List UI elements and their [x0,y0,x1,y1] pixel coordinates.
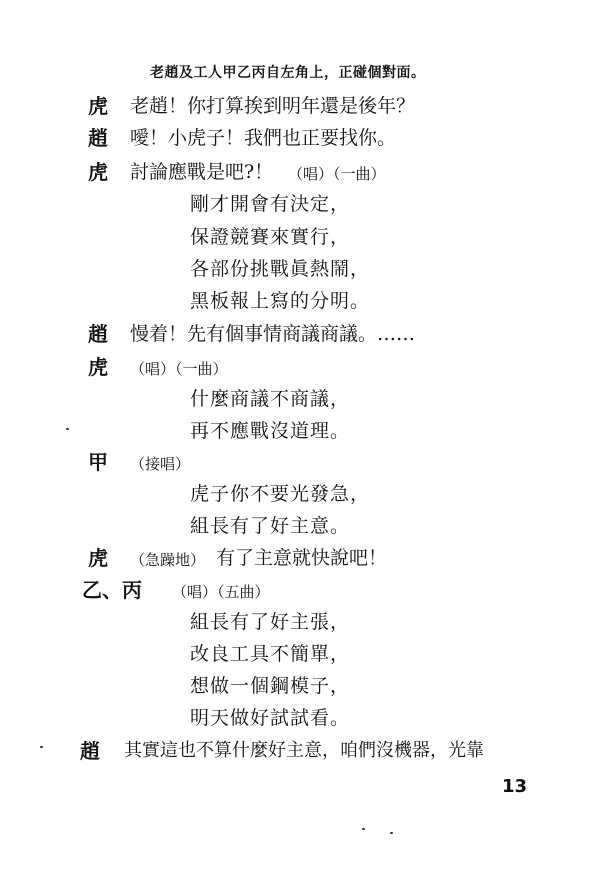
scan-speck [390,832,393,834]
verse-line: 再不應戰沒道理。 [190,420,351,442]
speaker: 乙、丙 [82,578,142,602]
verse-line: 剛才開會有決定， [190,193,351,215]
scan-speck [40,746,43,748]
verse-line: 組長有了好主張， [190,611,351,633]
page-number: 13 [502,776,528,797]
dialogue-text: 老趙！你打算挨到明年還是後年？ [130,95,416,117]
dialogue-text: 慢着！先有個事情商議商議。…… [130,323,416,345]
verse-line: 想做一個鋼模子， [190,675,351,697]
verse-line: 虎子你不要光發急， [190,483,371,505]
dialogue-text: 其實這也不算什麼好主意，咱們沒機器，光靠 [124,740,484,761]
speaker: 趙 [88,126,108,150]
dialogue-text: 有了主意就快說吧！ [216,547,388,569]
speaker: 虎 [88,94,108,118]
verse-line: 各部份挑戰眞熱鬧， [190,258,371,280]
verse-line: 什麼商議不商議， [190,388,351,410]
speaker: 甲 [88,450,108,474]
stage-direction: 老趙及工人甲乙丙自左角上，正碰個對面。 [150,65,426,81]
speaker: 趙 [80,739,100,763]
scan-speck [66,428,69,430]
scan-speck [362,828,365,830]
dialogue-text: 噯！小虎子！我們也正要找你。 [130,127,397,149]
stage-direction-inline: （唱）（一曲） [288,165,386,183]
speaker: 虎 [88,546,108,570]
verse-line: 保證競賽來實行， [190,226,351,248]
speaker: 虎 [88,355,108,379]
verse-line: 黑板報上寫的分明。 [190,290,371,312]
verse-line: 改良工具不簡單， [190,643,351,665]
stage-direction-inline: （唱）（一曲） [130,360,228,378]
stage-direction-inline: （唱）（五曲） [172,583,270,601]
speaker: 虎 [88,160,108,184]
verse-line: 組長有了好主意。 [190,515,351,537]
stage-direction-inline: （接唱） [130,455,191,473]
stage-direction-inline: （急躁地） [130,551,206,569]
speaker: 趙 [88,322,108,346]
verse-line: 明天做好試試看。 [190,707,351,729]
dialogue-text: 討論應戰是吧?！ [130,161,274,183]
